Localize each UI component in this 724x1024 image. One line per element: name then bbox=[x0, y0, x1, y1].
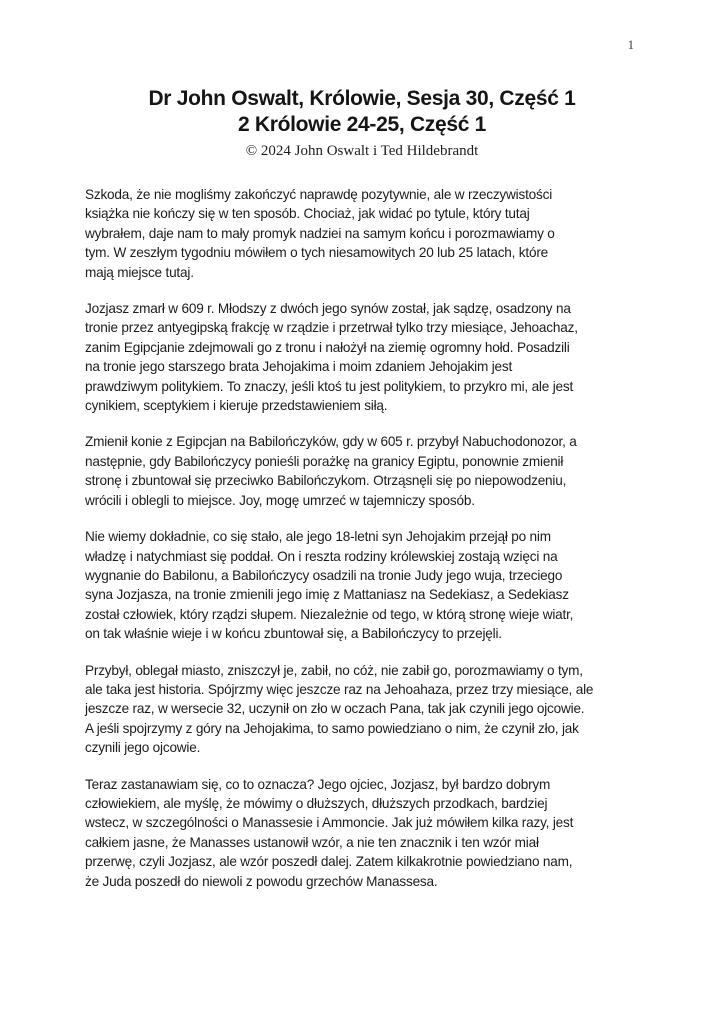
document-title-line-1: Dr John Oswalt, Królowie, Sesja 30, Część 1 bbox=[148, 87, 576, 110]
page-number: 1 bbox=[627, 38, 634, 52]
document-header bbox=[0, 0, 724, 161]
document-body bbox=[85, 185, 652, 891]
paragraph: Zmienił konie z Egipcjan na Babilończyków, gdy w 605 r. przybył Nabuchodonozor, a następnie, gdy Babilończycy ponieśli porażkę na granicy Egiptu, ponownie zmienił stronę i zbuntował się przeciwko Babilończykom. Otrząsnęli się po niepowodzeniu, wrócili i oblegli to miejsce. Joy, mogę umrzeć w tajemniczy sposób. bbox=[85, 434, 577, 508]
copyright-line: © 2024 John Oswalt i Ted Hildebrandt bbox=[245, 143, 479, 159]
document-title-line-2: 2 Królowie 24-25, Część 1 bbox=[237, 113, 487, 136]
paragraph: Teraz zastanawiam się, co to oznacza? Jego ojciec, Jozjasz, był bardzo dobrym człowiekiem, ale myślę, że mówimy o dłuższych, dłuższych przodkach, bardziej wstecz, w szczególności o Manassesie i Ammoncie. Jak już mówiłem kilka razy, jest całkiem jasne, że Manasses ustanowił wzór, a nie ten znacznik i ten wzór miał przerwę, czyli Jozjasz, ale wzór poszedł dalej. Zatem kilkakrotnie powiedziano nam, że Juda poszedł do niewoli z powodu grzechów Manassesa. bbox=[85, 776, 574, 889]
paragraph: Nie wiemy dokładnie, co się stało, ale jego 18-letni syn Jehojakim przejął po nim władzę i natychmiast się poddał. On i reszta rodziny królewskiej zostają wzięci na wygnanie do Babilonu, a Babilończycy osadzili na tronie Judy jego wuja, trzeciego syna Jozjasza, na tronie zmienili jego imię z Mattaniasz na Sedekiasz, a Sedekiasz został człowiek, który rządzi słupem. Niezależnie od tego, w którą stronę wieje wiatr, on tak właśnie wieje i w końcu zbuntował się, a Babilończycy to przejęli. bbox=[85, 529, 574, 642]
paragraph: Szkoda, że nie mogliśmy zakończyć naprawdę pozytywnie, ale w rzeczywistości książka nie kończy się w ten sposób. Chociaż, jak widać po tytule, który tutaj wybrałem, daje nam to mały promyk nadziei na samym końcu i porozmawiamy o tym. W zeszłym tygodniu mówiłem o tych niesamowitych 20 lub 25 latach, które mają miejsce tutaj. bbox=[85, 187, 555, 280]
paragraph: Przybył, oblegał miasto, zniszczył je, zabił, no cóż, nie zabił go, porozmawiamy o tym, ale taka jest historia. Spójrzmy więc jeszcze raz na Jehoahaza, przez trzy miesiące, ale jeszcze raz, w wersecie 32, uczynił on zło w oczach Pana, tak jak czynili jego ojcowie. A jeśli spojrzymy z góry na Jehojakima, to samo powiedziano o nim, że czynił zło, jak czynili jego ojcowie. bbox=[85, 662, 594, 756]
paragraph: Jozjasz zmarł w 609 r. Młodszy z dwóch jego synów został, jak sądzę, osadzony na tronie przez antyegipską frakcję w rządzie i przetrwał tylko trzy miesiące, Jehoachaz, zanim Egipcjanie zdejmowali go z tronu i nałożył na ziemię ogromny hołd. Posadzili na tronie jego starszego brata Jehojakima i moim zdaniem Jehojakim jest prawdziwym politykiem. To znaczy, jeśli ktoś tu jest politykiem, to przykro mi, ale jest cynikiem, sceptykiem i kieruje przedstawieniem siłą. bbox=[85, 301, 578, 414]
